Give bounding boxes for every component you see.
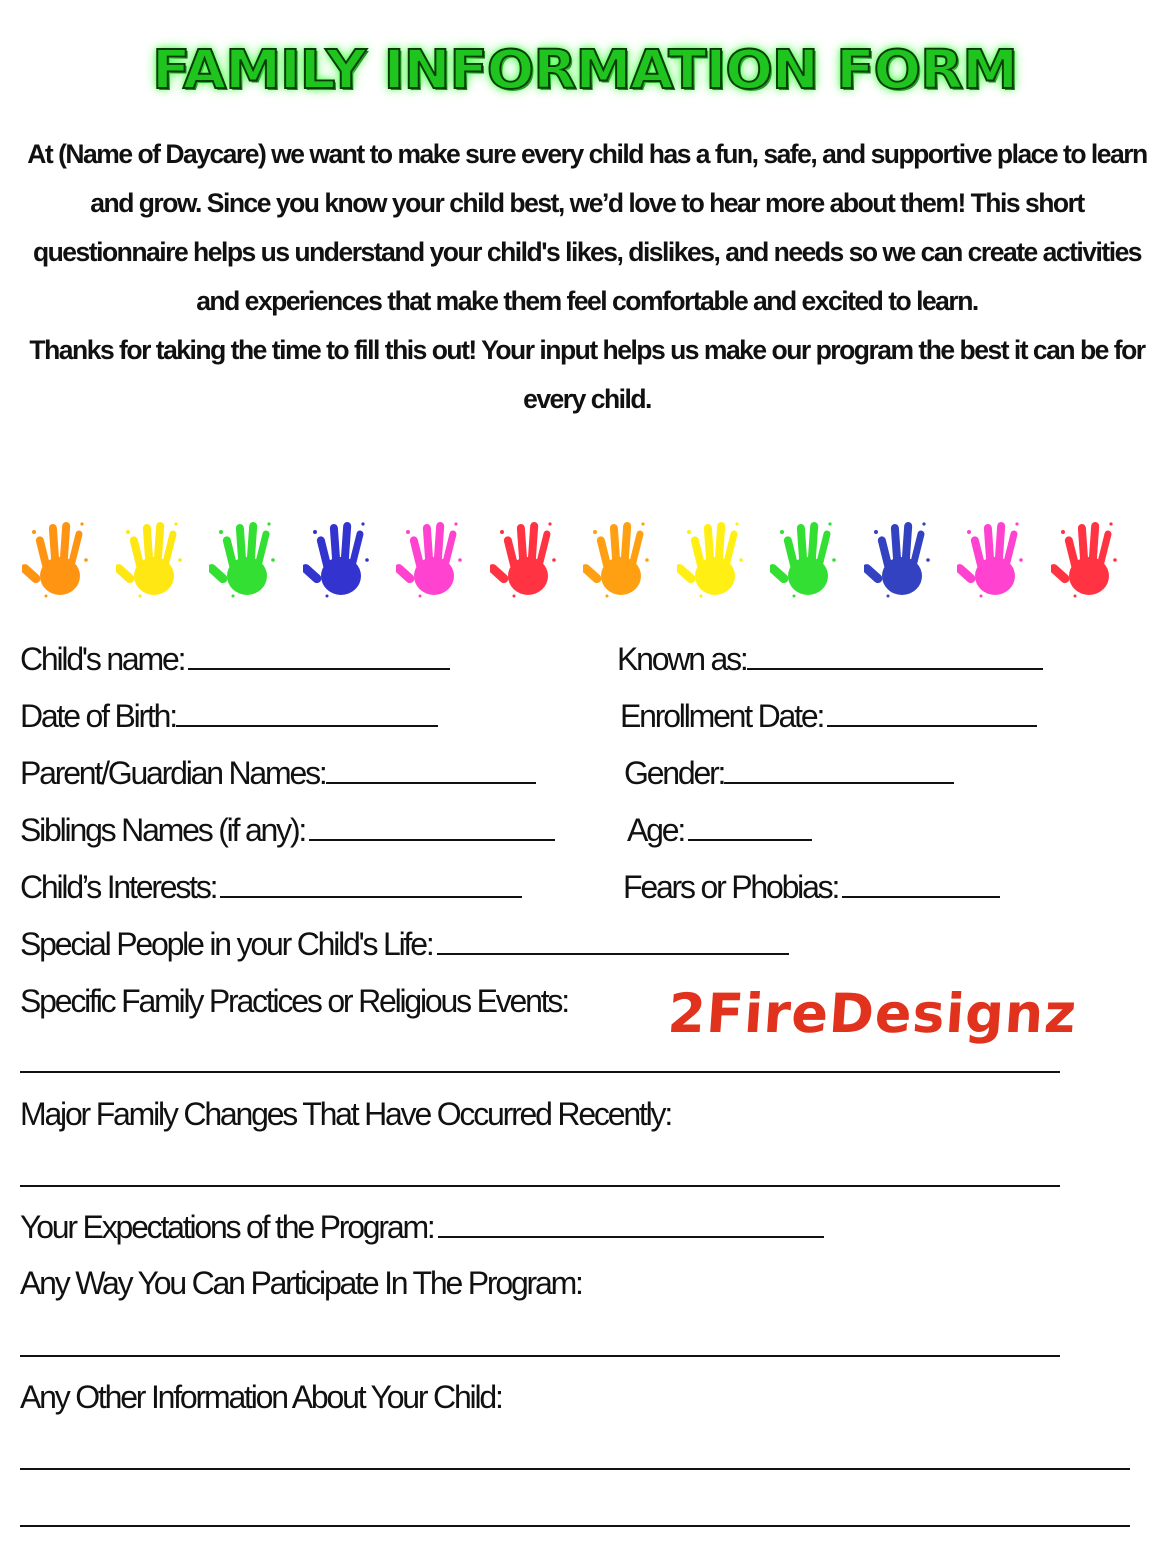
other-info-label: Any Other Information About Your Child: xyxy=(20,1379,502,1415)
age-label: Age: xyxy=(627,812,685,848)
date-of-birth-field[interactable] xyxy=(20,697,438,735)
enrollment-date-label: Enrollment Date: xyxy=(620,698,824,734)
other-info-line-2[interactable] xyxy=(20,1525,1130,1527)
intro-text xyxy=(14,130,1160,424)
gender-blank[interactable] xyxy=(724,756,954,784)
expectations-blank[interactable] xyxy=(438,1210,824,1238)
handprint-icon xyxy=(490,516,560,602)
enrollment-date-field[interactable] xyxy=(620,697,1037,735)
expectations-field[interactable] xyxy=(20,1208,824,1246)
form-title: FAMILY INFORMATION FORM xyxy=(152,39,1017,102)
interests-field[interactable] xyxy=(20,868,522,906)
family-changes-line[interactable] xyxy=(20,1185,1060,1187)
handprint-border xyxy=(22,516,1122,608)
siblings-label: Siblings Names (if any): xyxy=(20,812,306,848)
handprint-icon xyxy=(396,516,466,602)
participate-line[interactable] xyxy=(20,1355,1060,1357)
known-as-blank[interactable] xyxy=(747,642,1043,670)
known-as-field[interactable] xyxy=(617,640,1043,678)
handprint-icon xyxy=(583,516,653,602)
interests-label: Child’s Interests: xyxy=(20,869,217,905)
child-name-blank[interactable] xyxy=(188,642,450,670)
handprint-icon xyxy=(116,516,186,602)
family-practices-line[interactable] xyxy=(20,1071,1060,1073)
parent-names-blank[interactable] xyxy=(326,756,536,784)
age-field[interactable] xyxy=(627,811,812,849)
other-info-line-1[interactable] xyxy=(20,1468,1130,1470)
fears-blank[interactable] xyxy=(842,870,1000,898)
date-of-birth-label: Date of Birth: xyxy=(20,698,176,734)
enrollment-date-blank[interactable] xyxy=(827,699,1037,727)
fears-field[interactable] xyxy=(623,868,1000,906)
age-blank[interactable] xyxy=(688,813,812,841)
family-practices-label: Specific Family Practices or Religious Events: xyxy=(20,983,568,1019)
handprint-icon xyxy=(957,516,1027,602)
gender-label: Gender: xyxy=(624,755,725,791)
siblings-field[interactable] xyxy=(20,811,555,849)
handprint-icon xyxy=(770,516,840,602)
child-name-label: Child's name: xyxy=(20,641,185,677)
special-people-blank[interactable] xyxy=(437,927,789,955)
date-of-birth-blank[interactable] xyxy=(176,699,438,727)
intro-paragraph-1: At (Name of Daycare) we want to make sure every child has a fun, safe, and supportive place to learn and grow. Since you know your child best, we’d love to hear more about them! This short questionnaire helps us understand your child's likes, dislikes, and needs so we can create activities and experiences that make them feel comfortable and excited to learn. xyxy=(27,139,1147,316)
gender-field[interactable] xyxy=(624,754,954,792)
expectations-label: Your Expectations of the Program: xyxy=(20,1209,434,1245)
fears-label: Fears or Phobias: xyxy=(623,869,839,905)
known-as-label: Known as: xyxy=(617,641,747,677)
special-people-field[interactable] xyxy=(20,925,789,963)
participate-label: Any Way You Can Participate In The Program: xyxy=(20,1265,582,1301)
child-name-field[interactable] xyxy=(20,640,450,678)
handprint-icon xyxy=(677,516,747,602)
interests-blank[interactable] xyxy=(220,870,522,898)
special-people-label: Special People in your Child's Life: xyxy=(20,926,433,962)
intro-paragraph-2: Thanks for taking the time to fill this out! Your input helps us make our program the best it can be for every child. xyxy=(29,335,1145,414)
handprint-icon xyxy=(864,516,934,602)
parent-names-label: Parent/Guardian Names: xyxy=(20,755,326,791)
siblings-blank[interactable] xyxy=(309,813,555,841)
family-changes-label: Major Family Changes That Have Occurred Recently: xyxy=(20,1096,672,1132)
watermark-logo: 2FireDesignz xyxy=(665,982,1080,1045)
handprint-icon xyxy=(1051,516,1121,602)
parent-names-field[interactable] xyxy=(20,754,536,792)
handprint-icon xyxy=(209,516,279,602)
handprint-icon xyxy=(22,516,92,602)
handprint-icon xyxy=(303,516,373,602)
